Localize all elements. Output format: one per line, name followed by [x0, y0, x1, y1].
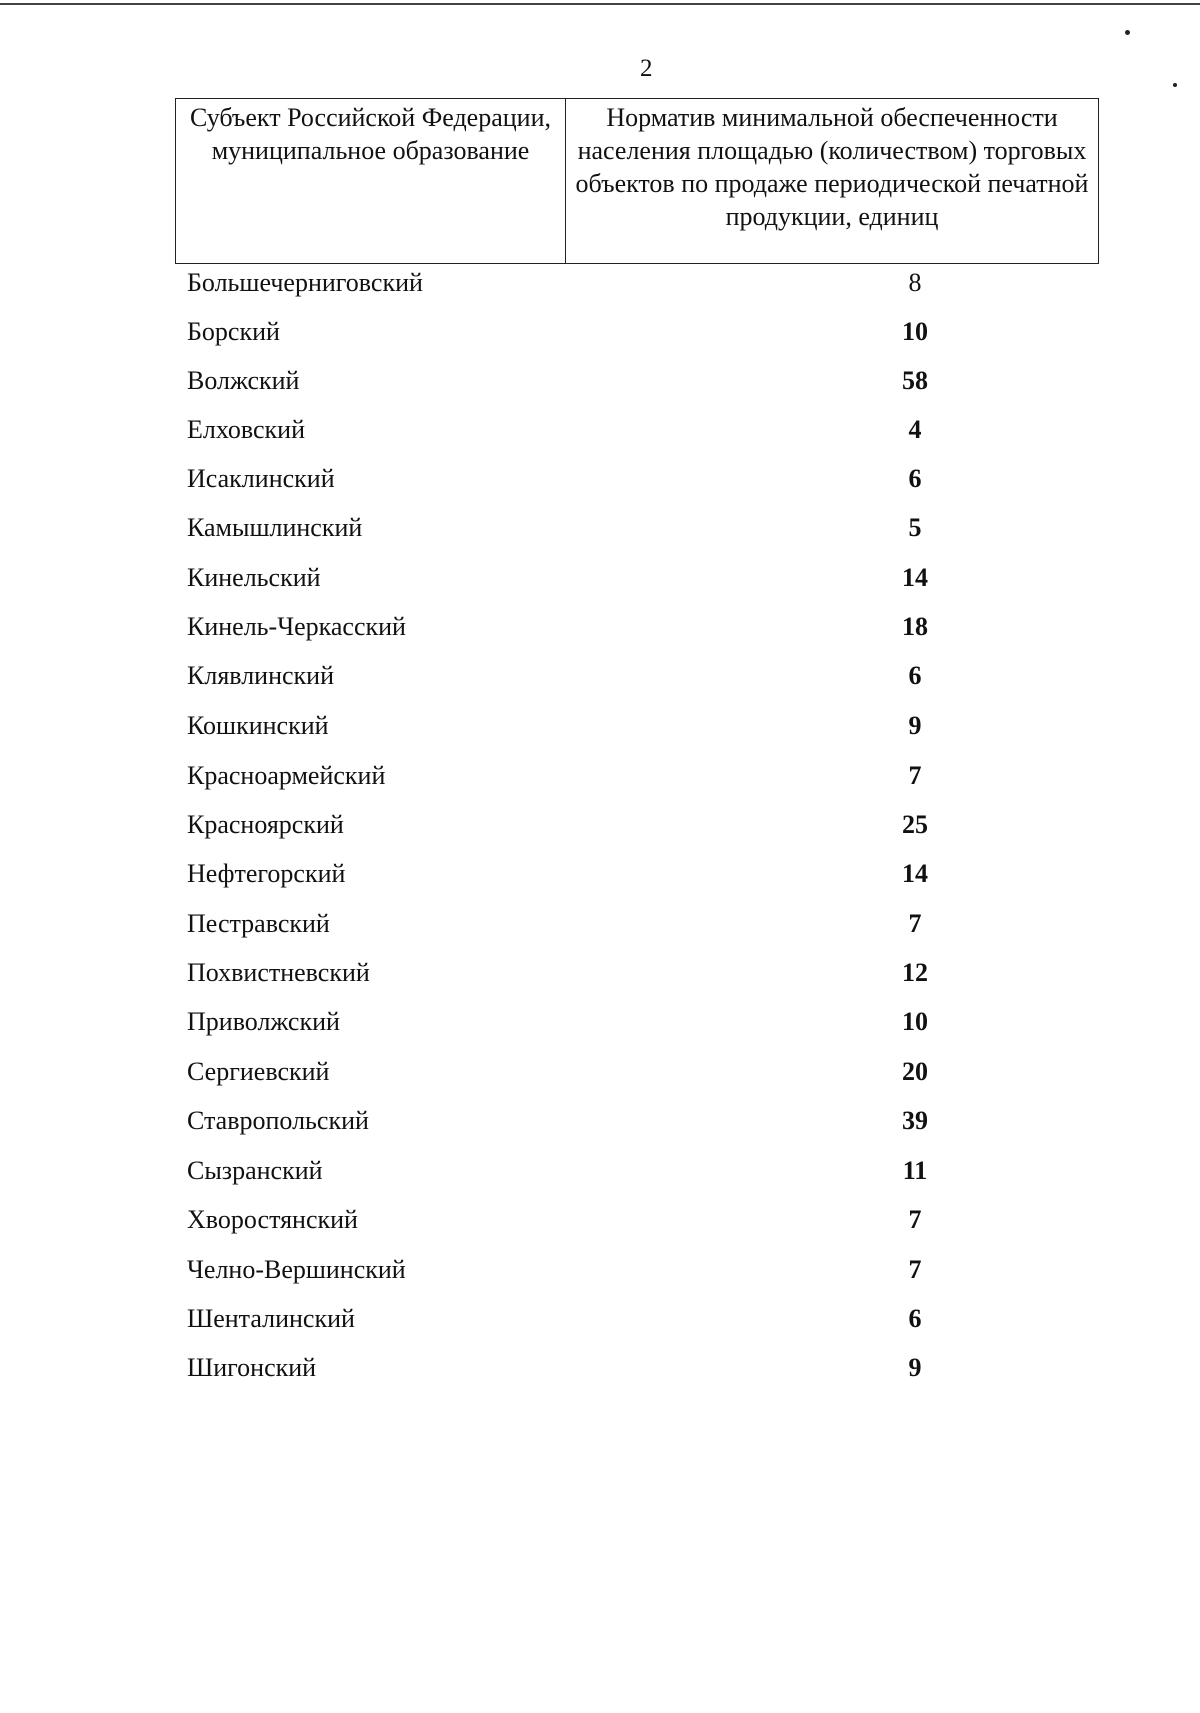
row-name: Исаклинский — [187, 464, 335, 493]
table-row — [175, 1250, 1099, 1290]
row-value: 25 — [902, 810, 928, 839]
row-name: Пестравский — [187, 909, 330, 938]
row-name: Шенталинский — [187, 1304, 355, 1333]
row-name: Кошкинский — [187, 711, 329, 740]
row-name: Борский — [187, 317, 280, 346]
table-row — [175, 1348, 1099, 1388]
table-row — [175, 459, 1099, 499]
row-value: 14 — [902, 859, 928, 888]
table-row — [175, 410, 1099, 450]
row-name: Красноярский — [187, 810, 344, 839]
scan-speck — [1125, 30, 1130, 35]
row-name: Волжский — [187, 366, 300, 395]
scan-speck — [1173, 83, 1177, 87]
top-border-line — [0, 3, 1200, 5]
row-name: Красноармейский — [187, 761, 386, 790]
row-value: 8 — [908, 268, 922, 297]
row-name: Хворостянский — [187, 1205, 358, 1234]
table-row — [175, 904, 1099, 944]
table-row — [175, 1200, 1099, 1240]
row-name: Похвистневский — [187, 958, 370, 987]
row-value: 10 — [902, 317, 928, 346]
row-value: 6 — [908, 1304, 922, 1333]
row-name: Большечерниговский — [187, 268, 423, 297]
row-name: Камышлинский — [187, 513, 363, 542]
row-value: 7 — [908, 761, 922, 790]
row-value: 58 — [902, 366, 928, 395]
row-value: 12 — [902, 958, 928, 987]
row-value: 5 — [908, 513, 922, 542]
row-name: Сызранский — [187, 1156, 323, 1185]
row-name: Шигонский — [187, 1353, 317, 1382]
row-value: 10 — [902, 1007, 928, 1036]
table-row — [175, 1052, 1099, 1092]
table-row — [175, 1101, 1099, 1141]
row-value: 7 — [908, 909, 922, 938]
table-row — [175, 756, 1099, 796]
row-name: Сергиевский — [187, 1057, 330, 1086]
header-norm: Норматив минимальной обеспеченности населения площадью (количеством) торговых объектов по продаже периодической печатной продукции, единиц — [575, 103, 1089, 231]
table-row — [175, 361, 1099, 401]
row-value: 18 — [902, 612, 928, 641]
header-subject: Субъект Российской Федерации, муниципальное образование — [176, 99, 566, 263]
table-row — [175, 706, 1099, 746]
page-number: 2 — [640, 55, 653, 82]
table-row — [175, 1299, 1099, 1339]
table-row — [175, 1151, 1099, 1191]
row-name: Приволжский — [187, 1007, 340, 1036]
row-value: 7 — [908, 1205, 922, 1234]
row-value: 9 — [908, 1353, 922, 1382]
row-name: Ставропольский — [187, 1106, 369, 1135]
table-row — [175, 854, 1099, 894]
row-value: 14 — [902, 563, 928, 592]
row-value: 11 — [902, 1156, 928, 1185]
row-value: 39 — [902, 1106, 928, 1135]
table-row — [175, 953, 1099, 993]
table-header — [175, 98, 1099, 264]
row-value: 6 — [908, 661, 922, 690]
row-name: Клявлинский — [187, 661, 335, 690]
row-value: 20 — [902, 1057, 928, 1086]
row-name: Елховский — [187, 415, 305, 444]
table-row — [175, 1002, 1099, 1042]
table-row — [175, 508, 1099, 548]
table-row — [175, 805, 1099, 845]
table-row — [175, 263, 1099, 303]
row-value: 9 — [908, 711, 922, 740]
table-row — [175, 312, 1099, 352]
row-value: 6 — [908, 464, 922, 493]
row-name: Кинельский — [187, 563, 321, 592]
row-name: Нефтегорский — [187, 859, 346, 888]
table-row — [175, 656, 1099, 696]
table-row — [175, 558, 1099, 598]
table-row — [175, 607, 1099, 647]
row-name: Кинель-Черкасский — [187, 612, 406, 641]
row-value: 4 — [908, 415, 922, 444]
row-name: Челно-Вершинский — [187, 1255, 406, 1284]
row-value: 7 — [908, 1255, 922, 1284]
